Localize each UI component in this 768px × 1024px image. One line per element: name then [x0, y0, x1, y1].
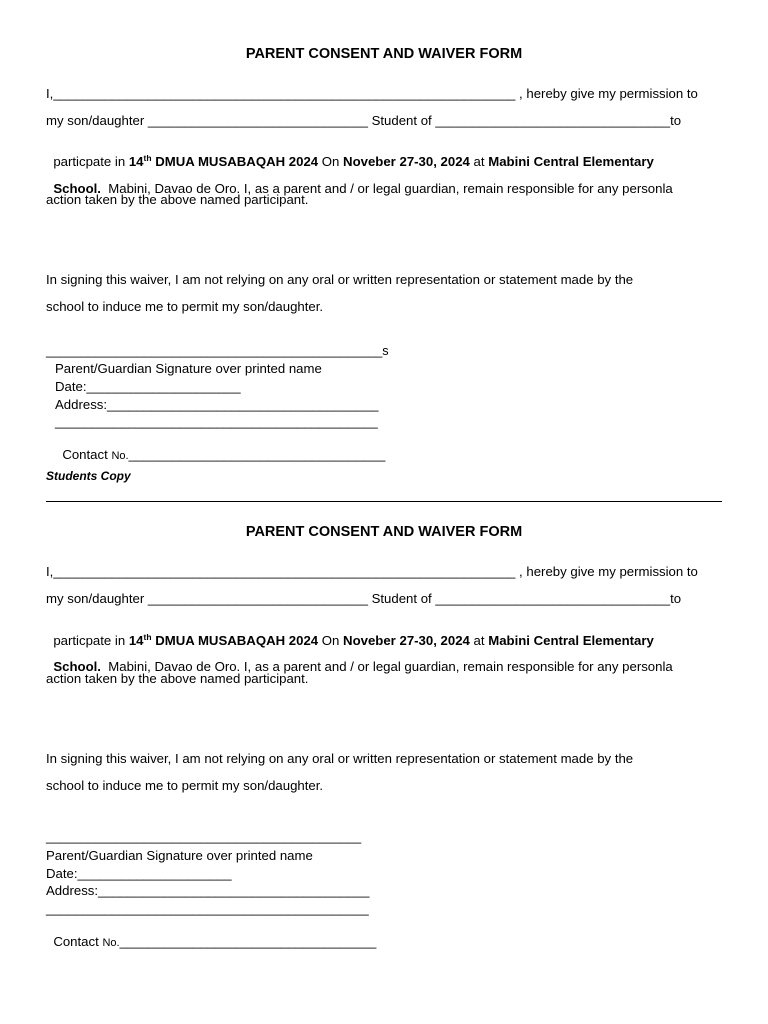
school-text: School. [53, 181, 101, 196]
contact-no: No. [102, 937, 120, 949]
event-venue: Mabini Central Elementary [488, 633, 654, 648]
form-title: PARENT CONSENT AND WAIVER FORM [245, 46, 523, 62]
event-dates: Noveber 27-30, 2024 [343, 154, 470, 169]
address-field: Address:_____________________________________ [46, 883, 370, 898]
participate-text: particpate in [53, 633, 129, 648]
event-ordinal: 14 [128, 633, 144, 648]
waiver-line-2: school to induce me to permit my son/daughter. [46, 778, 324, 793]
students-copy-label: Students Copy [46, 469, 131, 483]
contact-line: ___________________________________ [128, 447, 386, 462]
date-field: Date:_____________________ [55, 379, 241, 394]
section-divider [46, 501, 722, 502]
contact-field [46, 919, 376, 949]
event-ordinal: 14 [128, 154, 144, 169]
participate-text: particpate in [53, 154, 129, 169]
contact-line: ___________________________________ [119, 934, 377, 949]
school-text: School. [53, 659, 101, 674]
signature-line: _____________________________________________ [46, 830, 362, 844]
waiver-line-1: In signing this waiver, I am not relying on any oral or written representation or statement made by the [46, 751, 634, 766]
event-name: DMUA MUSABAQAH 2024 [151, 154, 319, 169]
at-text: at [469, 154, 489, 169]
responsibility-line [46, 644, 673, 674]
event-ordinal-suffix: th [143, 153, 152, 163]
son-daughter-line: my son/daughter ______________________________ Student of ________________________________to [46, 113, 682, 128]
event-venue: Mabini Central Elementary [488, 154, 654, 169]
waiver-line-1: In signing this waiver, I am not relying on any oral or written representation or statement made by the [46, 272, 634, 287]
date-field: Date:_____________________ [46, 866, 232, 881]
permission-line: I,_______________________________________________________________ , hereby give my permission to [46, 564, 698, 579]
responsibility-text: Mabini, Davao de Oro. I, as a parent and / or legal guardian, remain responsible for any personla [100, 181, 673, 196]
at-text: at [469, 633, 489, 648]
address-field-2: ____________________________________________ [55, 414, 378, 429]
event-name: DMUA MUSABAQAH 2024 [151, 633, 319, 648]
son-daughter-line: my son/daughter ______________________________ Student of ________________________________to [46, 591, 682, 606]
permission-line: I,_______________________________________________________________ , hereby give my permission to [46, 86, 698, 101]
event-ordinal-suffix: th [143, 632, 152, 642]
contact-label: Contact [53, 934, 103, 949]
address-field: Address:_____________________________________ [55, 397, 379, 412]
signature-label: Parent/Guardian Signature over printed name [46, 848, 313, 863]
event-line [46, 139, 654, 169]
responsibility-text: Mabini, Davao de Oro. I, as a parent and / or legal guardian, remain responsible for any personla [100, 659, 673, 674]
on-text: On [318, 633, 344, 648]
contact-field [55, 432, 385, 462]
event-dates: Noveber 27-30, 2024 [343, 633, 470, 648]
form-title: PARENT CONSENT AND WAIVER FORM [245, 524, 523, 540]
participant-line: action taken by the above named participant. [46, 671, 309, 686]
on-text: On [318, 154, 344, 169]
contact-label: Contact [62, 447, 112, 462]
signature-label: Parent/Guardian Signature over printed name [55, 361, 322, 376]
address-field-2: ____________________________________________ [46, 901, 369, 916]
participant-line: action taken by the above named participant. [46, 192, 309, 207]
contact-no: No. [111, 450, 129, 462]
waiver-line-2: school to induce me to permit my son/daughter. [46, 299, 324, 314]
signature-line: ________________________________________________s [46, 344, 389, 358]
